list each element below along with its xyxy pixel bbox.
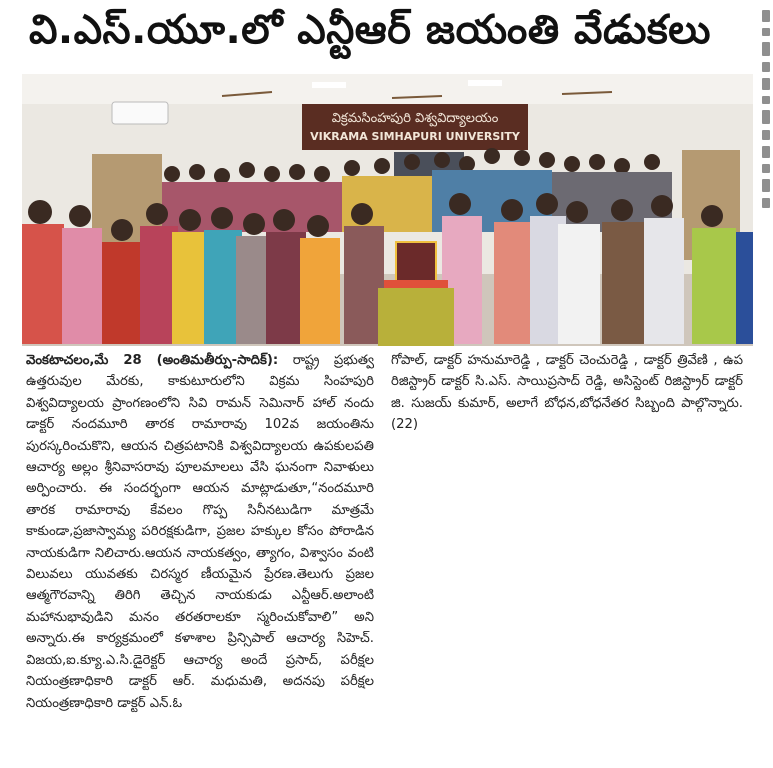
article-dateline: వెంకటాచలం,మే 28 (అంతిమతీర్పు-సాదిక్):: [26, 353, 279, 368]
article-column-1: [26, 350, 374, 714]
article-body-part-1: రాష్ట్ర ప్రభుత్వ ఉత్తరువుల మేరకు, కాకుటూరులోని విక్రమ సింహపురి విశ్వవిద్యాలయ ప్రాంగణంలోని సివి రామన్ సెమినార్ హాల్ నందు డాక్టర్ నందమూరి తారక రామారావు 102వ జయంతిను పురస్కరించుకొని, ఆయన చిత్రపటానికి విశ్వవిద్యాలయ ఉపకులపతి ఆచార్య అల్లం శ్రీనివాసరావు పూలమాలలు వేసి ఘనంగా నివాళులు అర్పించారు. ఈ సందర్భంగా ఆయన మాట్లాడుతూ,“నందమూరి తారక రామారావు కేవలం గొప్ప సినీనటుడిగా మాత్రమే కాకుండా,ప్రజాస్వామ్య పరిరక్షకుడిగా, ప్రజల హక్కుల కోసం పోరాడిన నాయకుడిగా నిలిచారు.ఆయన నాయకత్వం, త్యాగం, విశ్వాసం వంటి విలువలు యువతకు చిరస్మర ణీయమైన ప్రేరణ.తెలుగు ప్రజల ఆత్మగౌరవాన్ని తిరిగి తెచ్చిన నాయకుడు ఎన్టీఆర్.అలాంటి మహానుభావుడిని మనం తరతరాలకూ స్మరించుకోవాలి” అని అన్నారు.ఈ కార్యక్రమంలో కళాశాల ప్రిన్సిపాల్ ఆచార్య సిహెచ్. విజయ,ఐ.క్యూ.ఎ.సి.డైరెక్టర్ ఆచార్య అందే ప్రసాద్, పరీక్షల నియంత్రణాధికారి డాక్టర్ ఆర్. మధుమతి, అదనపు పరీక్షల నియంత్రణాధికారి డాక్టర్ ఎన్.ఓ: [26, 353, 374, 711]
air-conditioner: [112, 102, 168, 124]
ceiling: [22, 74, 753, 104]
headline: వి.ఎస్.యూ.లో ఎన్టీఆర్ జయంతి వేడుకలు: [28, 7, 711, 53]
portrait-table: [378, 288, 454, 346]
news-photo: [22, 74, 753, 346]
article-column-2: [391, 350, 743, 436]
article-body-part-2: గోపాల్, డాక్టర్ హనుమారెడ్డి , డాక్టర్ చెంచురెడ్డి , డాక్టర్ త్రివేణి , ఉప రిజిస్ట్రార్ డాక్టర్ సి.ఎస్. సాయిప్రసాద్ రెడ్డి, అసిస్టెంట్ రిజిస్ట్రార్ డాక్టర్ జి. సుజయ్ కుమార్, అలాగే బోధన,బోధనేతర సిబ్బంది పాల్గొన్నారు.(22): [391, 353, 743, 433]
adjacent-column-edge: [759, 10, 773, 440]
banner-telugu: విక్రమసింహపురి విశ్వవిద్యాలయం: [331, 111, 499, 126]
ntr-portrait: [396, 242, 436, 282]
banner-english: VIKRAMA SIMHAPURI UNIVERSITY: [310, 130, 520, 143]
